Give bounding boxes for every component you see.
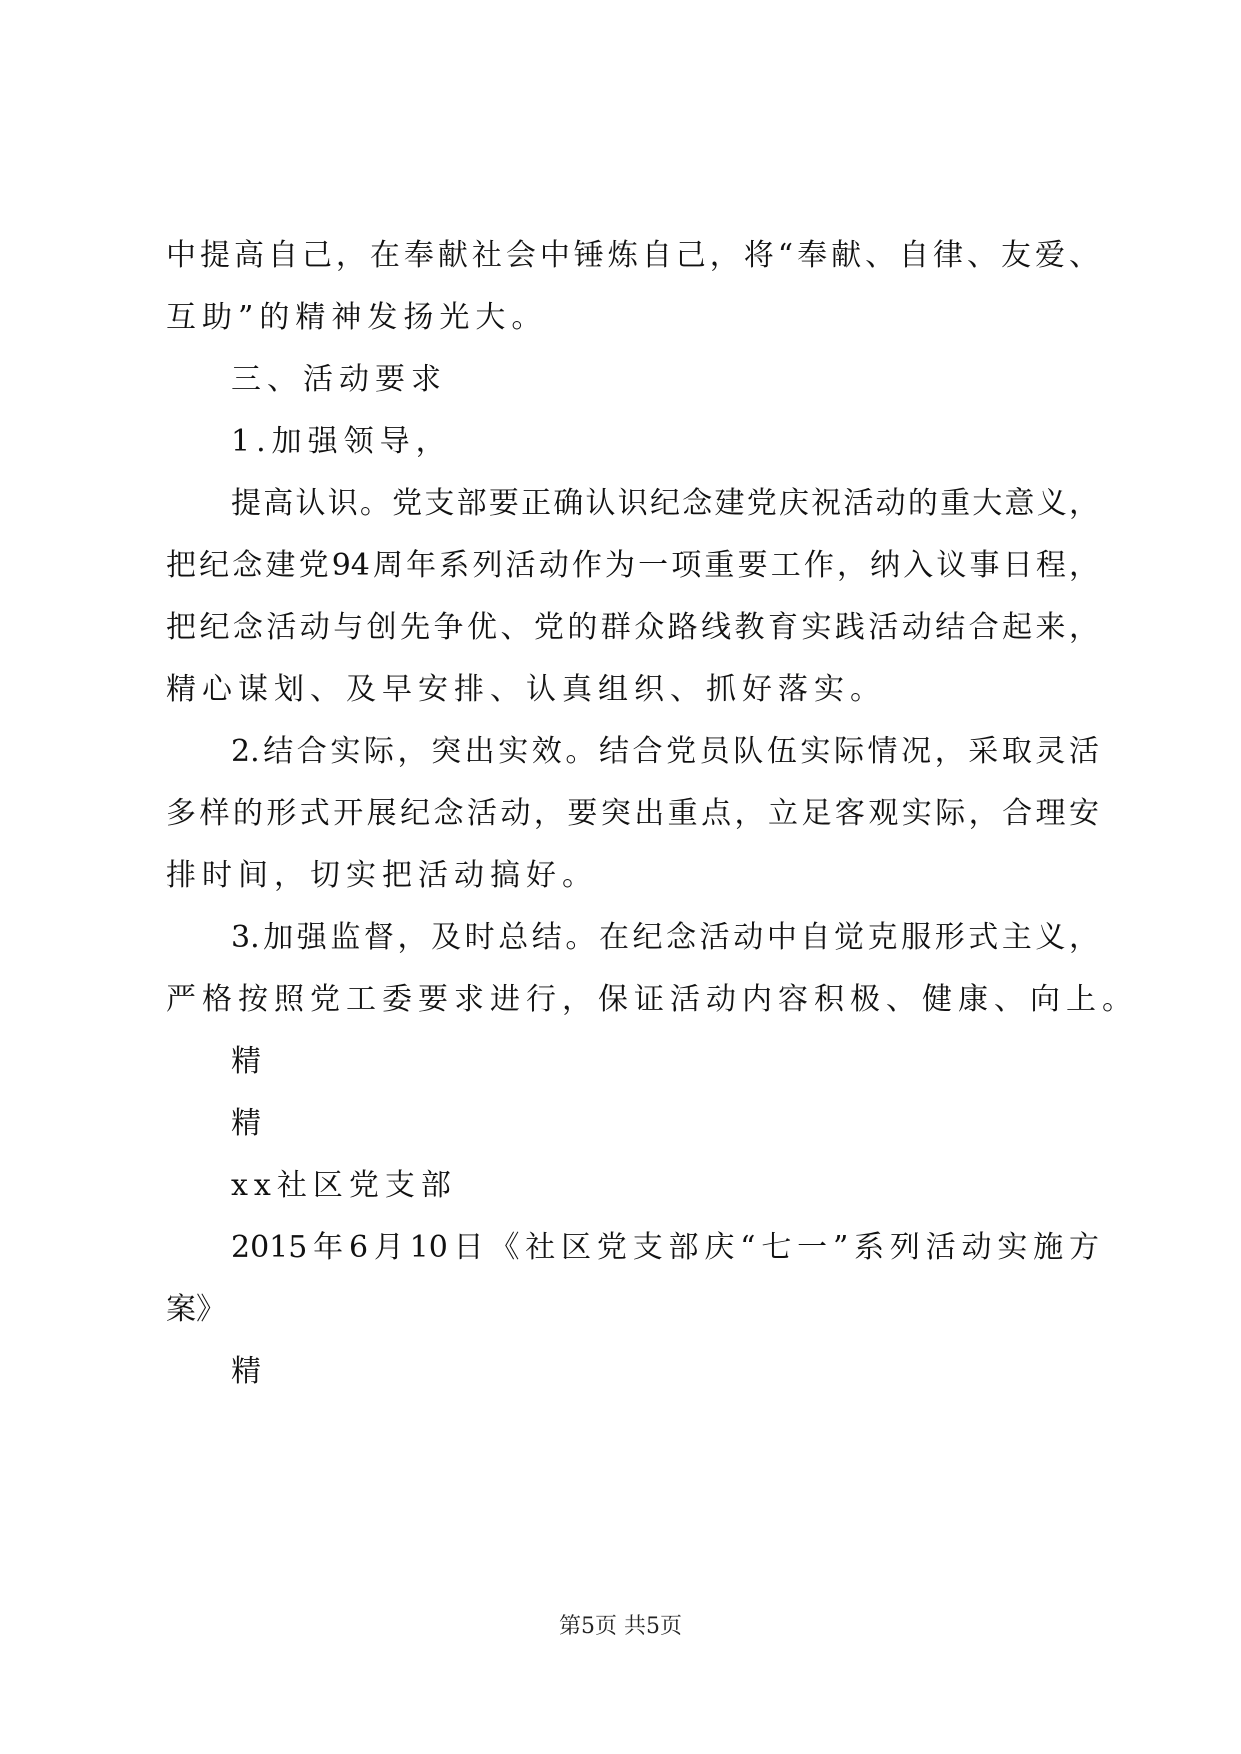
fragment-line: 精 — [231, 1354, 261, 1389]
body-line: 中提高自己，在奉献社会中锤炼自己，将“奉献、自律、友爱、 — [166, 238, 1099, 273]
body-line: 严格按照党工委要求进行，保证活动内容积极、健康、向上。 — [166, 982, 1138, 1017]
body-line: 把纪念建党94周年系列活动作为一项重要工作，纳入议事日程， — [166, 548, 1099, 583]
list-item-heading: 1.加强领导， — [231, 424, 452, 459]
body-line: 精心谋划、及早安排、认真组织、抓好落实。 — [166, 672, 886, 707]
body-line: 排时间，切实把活动搞好。 — [166, 858, 598, 893]
page-number-footer: 第5页 共5页 — [559, 1614, 682, 1639]
body-line: 把纪念活动与创先争优、党的群众路线教育实践活动结合起来， — [166, 610, 1099, 645]
body-line: 互助”的精神发扬光大。 — [166, 300, 548, 335]
body-line: 提高认识。党支部要正确认识纪念建党庆祝活动的重大意义， — [231, 486, 1099, 521]
body-line: 多样的形式开展纪念活动，要突出重点，立足客观实际，合理安 — [166, 796, 1099, 831]
date-title-line: 案》 — [166, 1292, 226, 1327]
section-heading: 三、活动要求 — [231, 362, 447, 397]
signature-org: xx社区党支部 — [231, 1168, 457, 1203]
body-line: 3.加强监督，及时总结。在纪念活动中自觉克服形式主义， — [231, 920, 1099, 955]
fragment-line: 精 — [231, 1044, 261, 1079]
body-line: 2.结合实际，突出实效。结合党员队伍实际情况，采取灵活 — [231, 734, 1099, 769]
fragment-line: 精 — [231, 1106, 261, 1141]
date-title-line: 2015年6月10日《社区党支部庆“七一”系列活动实施方 — [231, 1230, 1099, 1265]
